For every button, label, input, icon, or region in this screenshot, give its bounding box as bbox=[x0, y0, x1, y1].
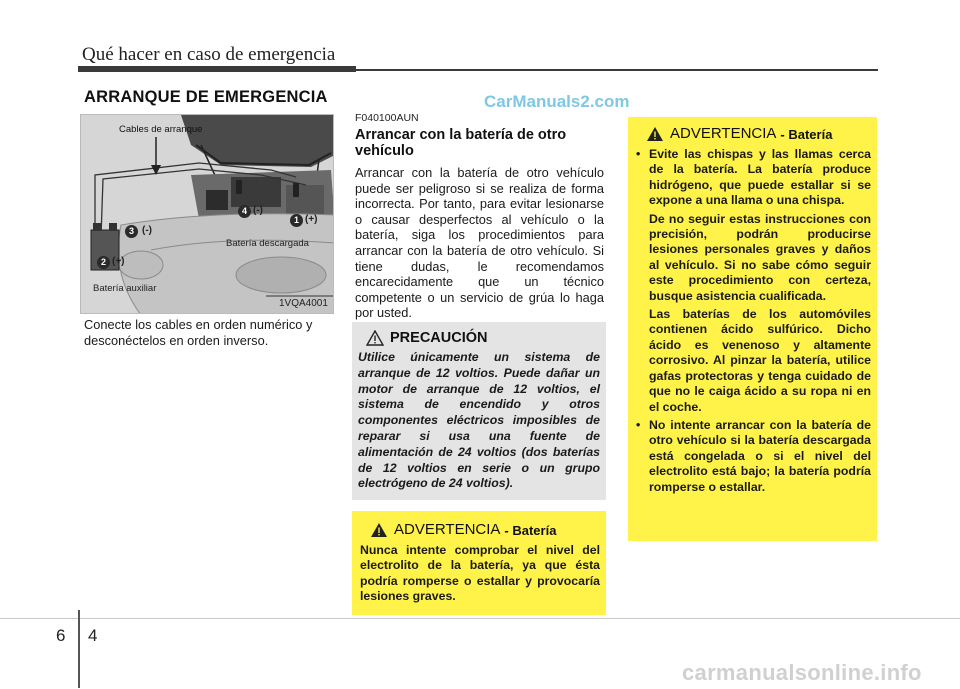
label-jumper-cables: Cables de arranque bbox=[119, 124, 203, 135]
warning-subtitle: - Batería bbox=[780, 127, 833, 142]
footer-rule bbox=[0, 618, 960, 619]
header-title: Qué hacer en caso de emergencia bbox=[82, 44, 336, 65]
warning-paragraph: • Evite las chispas y las llamas cerca de la batería. La batería produce hidrógeno, que puede estallar si se expone a una llama o una chispa. bbox=[649, 147, 871, 208]
figure-code: 1VQA4001 bbox=[279, 298, 328, 309]
label-discharged-battery: Batería descargada bbox=[226, 238, 309, 249]
caution-text: Utilice únicamente un sistema de arranque de 12 voltios. Puede dañar un motor de arranque de 12 voltios, el sistema de encendido y otros componentes eléctricos imposibles de reparar si usa una fuente de alimentación de 24 voltios (dos baterías de 12 voltios en serie o un grupo electrógeno de 24 voltios). bbox=[358, 350, 600, 491]
warning-box-electrolyte bbox=[352, 511, 606, 615]
polarity-minus-engine: (-) bbox=[253, 205, 263, 216]
section-title: ARRANQUE DE EMERGENCIA bbox=[84, 88, 328, 106]
list-item bbox=[636, 147, 871, 415]
subsection-heading: Arrancar con la batería de otro vehículo bbox=[355, 127, 567, 159]
step-badge-4: 4 bbox=[238, 205, 251, 218]
list-item bbox=[636, 418, 871, 495]
label-aux-battery: Batería auxiliar bbox=[93, 283, 157, 294]
jump-start-illustration bbox=[80, 114, 334, 314]
warning-text: Nunca intente comprobar el nivel del electrolito de la batería, ya que ésta podría romperse o estallar y provocaría lesiones graves. bbox=[360, 543, 600, 604]
caution-box bbox=[352, 322, 606, 500]
caution-title: PRECAUCIÓN bbox=[390, 330, 488, 346]
warning-triangle-icon bbox=[370, 522, 388, 538]
watermark-bottom: carmanualsonline.info bbox=[682, 660, 922, 685]
polarity-minus-aux: (-) bbox=[142, 225, 152, 236]
warning-triangle-icon bbox=[646, 126, 664, 142]
warning-paragraph: De no seguir estas instrucciones con precisión, podrán producirse lesiones personales graves y daños al vehículo. Si no sabe cómo seguir este procedimiento con certeza, busque asistencia cualificada. bbox=[649, 211, 871, 303]
header-rule-thick bbox=[78, 66, 356, 72]
header-rule-thin bbox=[356, 69, 878, 71]
warning-list bbox=[636, 147, 871, 495]
page-section-number: 6 bbox=[56, 626, 66, 645]
figure-caption: Conecte los cables en orden numérico y desconéctelos en orden inverso. bbox=[84, 317, 313, 348]
warning-subtitle: - Batería bbox=[504, 523, 557, 538]
step-badge-2: 2 bbox=[97, 256, 110, 269]
page-number: 4 bbox=[88, 626, 98, 645]
warning-paragraph: • No intente arrancar con la batería de otro vehículo si la batería descargada está congelada o si el nivel del electrolito está bajo; la batería podría romperse o estallar. bbox=[649, 417, 871, 494]
polarity-plus-aux: (+) bbox=[112, 256, 125, 267]
polarity-plus-discharged: (+) bbox=[305, 214, 318, 225]
warning-box-battery bbox=[628, 117, 877, 541]
section-code: F040100AUN bbox=[355, 112, 419, 124]
step-badge-1: 1 bbox=[290, 214, 303, 227]
warning-title: ADVERTENCIA bbox=[394, 521, 501, 538]
warning-title: ADVERTENCIA bbox=[670, 125, 777, 142]
caution-triangle-icon bbox=[366, 330, 384, 346]
step-badge-3: 3 bbox=[125, 225, 138, 238]
warning-paragraph: Las baterías de los automóviles contienen ácido sulfúrico. Dicho ácido es venenoso y altamente corrosivo. Al pinzar la batería, utilice gafas protectoras y tenga cuidado de que no le caiga ácido a su ropa ni en el coche. bbox=[649, 307, 871, 414]
watermark-top: CarManuals2.com bbox=[484, 92, 630, 111]
footer-divider bbox=[78, 610, 80, 688]
instructions-paragraph: Arrancar con la batería de otro vehículo puede ser peligroso si se realiza de forma incorrecta. Por tanto, para evitar lesionarse o causar desperfectos al vehículo o la batería, siga los procedimientos para arrancar con la batería de otro vehículo. Si tiene dudas, le recomendamos encarecidamente que un técnico competente o un servicio de grúa lo haga por usted. bbox=[355, 165, 604, 321]
